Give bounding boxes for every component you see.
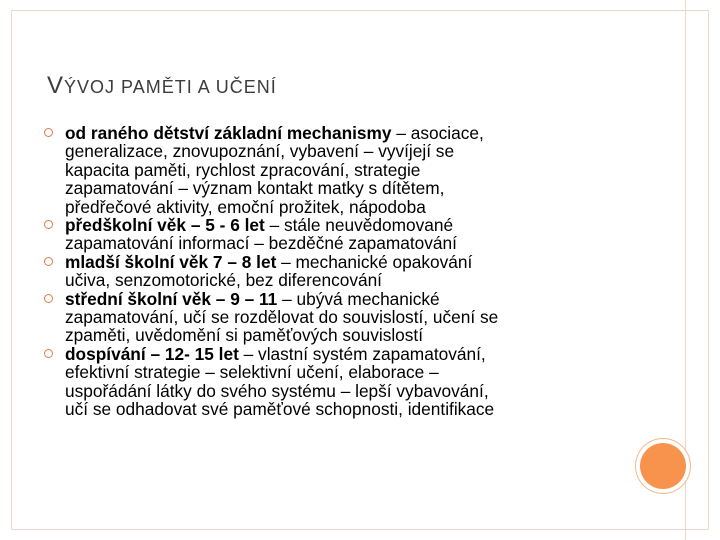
bullet-bold-text: předškolní věk – 5 - 6 let [65, 215, 265, 236]
bullet-item [42, 345, 632, 419]
bullet-line [65, 382, 632, 400]
bullet-text: zapamatování – význam kontakt matky s dítětem, [65, 178, 445, 199]
bullet-text: – ubývá mechanické [277, 288, 440, 309]
bullet-text: – mechanické opakování [276, 251, 473, 272]
bullet-line [65, 142, 632, 160]
bullet-item [42, 124, 632, 216]
bullet-text: – vlastní systém zapamatování, [238, 343, 486, 364]
circle-bullet-icon [44, 220, 53, 229]
circle-bullet-icon [44, 257, 53, 266]
bullet-item [42, 253, 632, 290]
slide-title-rest: ÝVOJ PAMĚTI A UČENÍ [64, 77, 277, 97]
slide-title [47, 72, 277, 100]
bullet-line [65, 271, 632, 289]
bullet-text: učí se odhadovat své paměťové schopnosti, identifikace [65, 399, 495, 420]
bullet-line [65, 124, 632, 142]
bullet-line [65, 363, 632, 381]
bullet-bold-text: střední školní věk – 9 – 11 [65, 288, 278, 309]
bullet-text: – asociace, [391, 123, 484, 143]
bullet-line [65, 326, 632, 344]
bullet-line [65, 308, 632, 326]
bullet-text: kapacita paměti, rychlost zpracování, strategie [65, 159, 421, 180]
bullet-line [65, 179, 632, 197]
bullet-line [65, 198, 632, 216]
bullet-line [65, 234, 632, 252]
decorative-circle [640, 443, 686, 489]
bullet-bold-text: od raného dětství základní mechanismy [65, 123, 392, 143]
bullet-text: uspořádání látky do svého systému – lepší vybavování, [65, 380, 489, 401]
circle-bullet-icon [44, 294, 53, 303]
bullet-line [65, 253, 632, 271]
bullet-text: generalizace, znovupoznání, vybavení – vyvíjejí se [65, 141, 455, 162]
bullet-bold-text: mladší školní věk 7 – 8 let [65, 251, 277, 272]
bullet-bold-text: dospívání – 12- 15 let [65, 343, 239, 364]
slide-title-initial: V [47, 72, 65, 99]
bullet-list [42, 124, 632, 419]
bullet-text: učiva, senzomotorické, bez diferencování [65, 270, 382, 291]
bullet-text: zapamatování informací – bezděčné zapamatování [65, 233, 457, 254]
circle-bullet-icon [44, 349, 53, 358]
bullet-text: efektivní strategie – selektivní učení, elaborace – [65, 362, 439, 383]
bullet-text: předřečové aktivity, emoční prožitek, nápodoba [65, 196, 426, 217]
bullet-line [65, 216, 632, 234]
bullet-text: – stále neuvědomované [264, 215, 454, 236]
bullet-line [65, 400, 632, 418]
bullet-item [42, 290, 632, 345]
bullet-text: zpaměti, uvědomění si paměťových souvislostí [65, 325, 424, 346]
bullet-line [65, 161, 632, 179]
bullet-line [65, 345, 632, 363]
circle-bullet-icon [44, 128, 53, 137]
bullet-item [42, 216, 632, 253]
bullet-line [65, 290, 632, 308]
bullet-text: zapamatování, učí se rozdělovat do souvislostí, učení se [65, 307, 499, 328]
